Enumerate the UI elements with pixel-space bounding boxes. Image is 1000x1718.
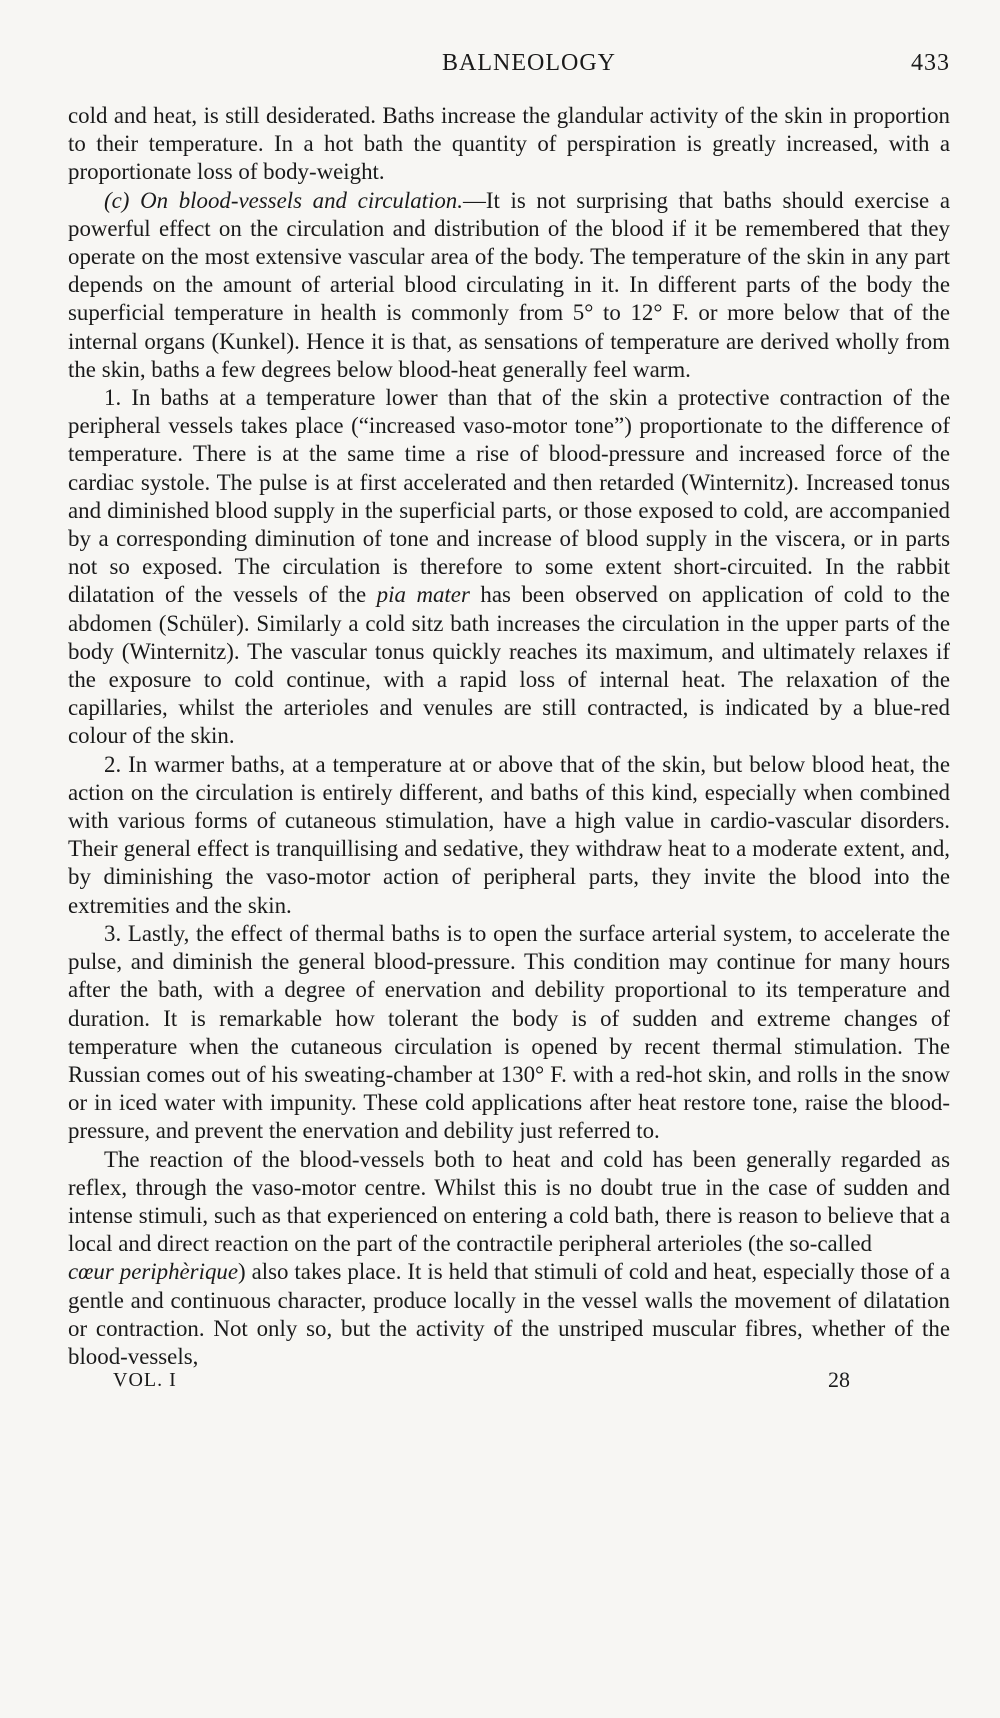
running-title: BALNEOLOGY [442, 50, 616, 76]
signature-mark: 28 [828, 1367, 850, 1393]
paragraph [68, 1146, 950, 1372]
paragraph [68, 102, 950, 187]
body-text [68, 102, 950, 1371]
page-footer [68, 1369, 950, 1399]
paragraph-text: ) also takes place. It is held that stimuli of cold and heat, especially those of a gentle and continuous character, produce locally in the vessel walls the movement of dilatation or contraction. Not only so, but the activity of the unstriped muscular fibres, whether of the blood-vessels, [68, 1259, 951, 1369]
paragraph-text: The reaction of the blood-vessels both to heat and cold has been generally regarded as reflex, through the vaso-motor centre. Whilst this is no doubt true in the case of sudden and intense stimuli, such as that experienced on entering a cold bath, there is reason to believe that a local and direct reaction on the part of the contractile peripheral arterioles (the so-called [68, 1146, 950, 1257]
section-label: (c) [104, 187, 130, 213]
paragraph [68, 920, 950, 1146]
paragraph-text: 2. In warmer baths, at a temperature at or above that of the skin, but below blood heat, the action on the circulation is entirely different, and baths of this kind, especially when combined with various forms of cutaneous stimulation, have a high value in cardio-vascular disorders. Their general effect is tranquillising and sedative, they withdraw heat to a moderate extent, and, by diminishing the vaso-motor action of peripheral parts, they invite the blood into the extremities and the skin. [68, 751, 950, 918]
paragraph-text: cold and heat, is still desiderated. Baths increase the glandular activity of the skin in proportion to their temperature. In a hot bath the quantity of perspiration is greatly increased, with a proportionate loss of body-weight. [68, 103, 950, 185]
paragraph [68, 187, 950, 384]
page-header [68, 50, 950, 90]
paragraph-text: —It is not surprising that baths should exercise a powerful effect on the circulation and distribution of the blood if it be remembered that they operate on the most extensive vascular area of the body. The temperature of the skin in any part depends on the amount of arterial blood circulating in it. In different parts of the body the superficial temperature in health is commonly from 5° to 12° F. or more below that of the internal organs (Kunkel). Hence it is that, as sensations of temperature are derived wholly from the skin, baths a few degrees below blood-heat generally feel warm. [68, 187, 950, 382]
paragraph-text: 3. Lastly, the effect of thermal baths is to open the surface arterial system, to accelerate the pulse, and diminish the general blood-pressure. This condition may continue for many hours after the bath, with a degree of enervation and debility proportional to its temperature and duration. It is remarkable how tolerant the body is of sudden and extreme changes of temperature when the cutaneous circulation is opened by recent thermal stimulation. The Russian comes out of his sweating-chamber at 130° F. with a red-hot skin, and rolls in the snow or in iced water with impunity. These cold applications after heat restore tone, raise the blood-pressure, and prevent the enervation and debility just referred to. [68, 920, 950, 1144]
italic-term: pia mater [376, 582, 470, 608]
paragraph-text: 1. In baths at a temperature lower than that of the skin a protective contraction of the peripheral vessels takes place (“increased vaso-motor tone”) proportionate to the difference of temperature. There is at the same time a rise of blood-pressure and increased force of the cardiac systole. The pulse is at first accelerated and then retarded (Winternitz). Increased tonus and diminished blood supply in the superficial parts, or those exposed to cold, are accompanied by a corresponding diminution of tone and increase of blood supply in the viscera, or in parts not so exposed. The circulation is therefore to some extent short-circuited. In the rabbit dilatation of the vessels of the [68, 385, 950, 608]
paragraph [68, 384, 950, 751]
section-heading: On blood-vessels and circulation. [140, 187, 463, 213]
page-number: 433 [911, 50, 950, 76]
paragraph-text: has been observed on application of cold to the abdomen (Schüler). Similarly a cold sitz bath increases the circulation in the upper parts of the body (Winternitz). The vascular tonus quickly reaches its maximum, and ultimately relaxes if the exposure to cold continue, with a rapid loss of internal heat. The relaxation of the capillaries, whilst the arterioles and venules are still contracted, is indicated by a blue-red colour of the skin. [68, 582, 950, 749]
volume-label: VOL. I [113, 1369, 177, 1392]
paragraph [68, 751, 950, 920]
italic-term: cœur periphèrique [68, 1259, 238, 1285]
book-page [68, 50, 950, 1399]
